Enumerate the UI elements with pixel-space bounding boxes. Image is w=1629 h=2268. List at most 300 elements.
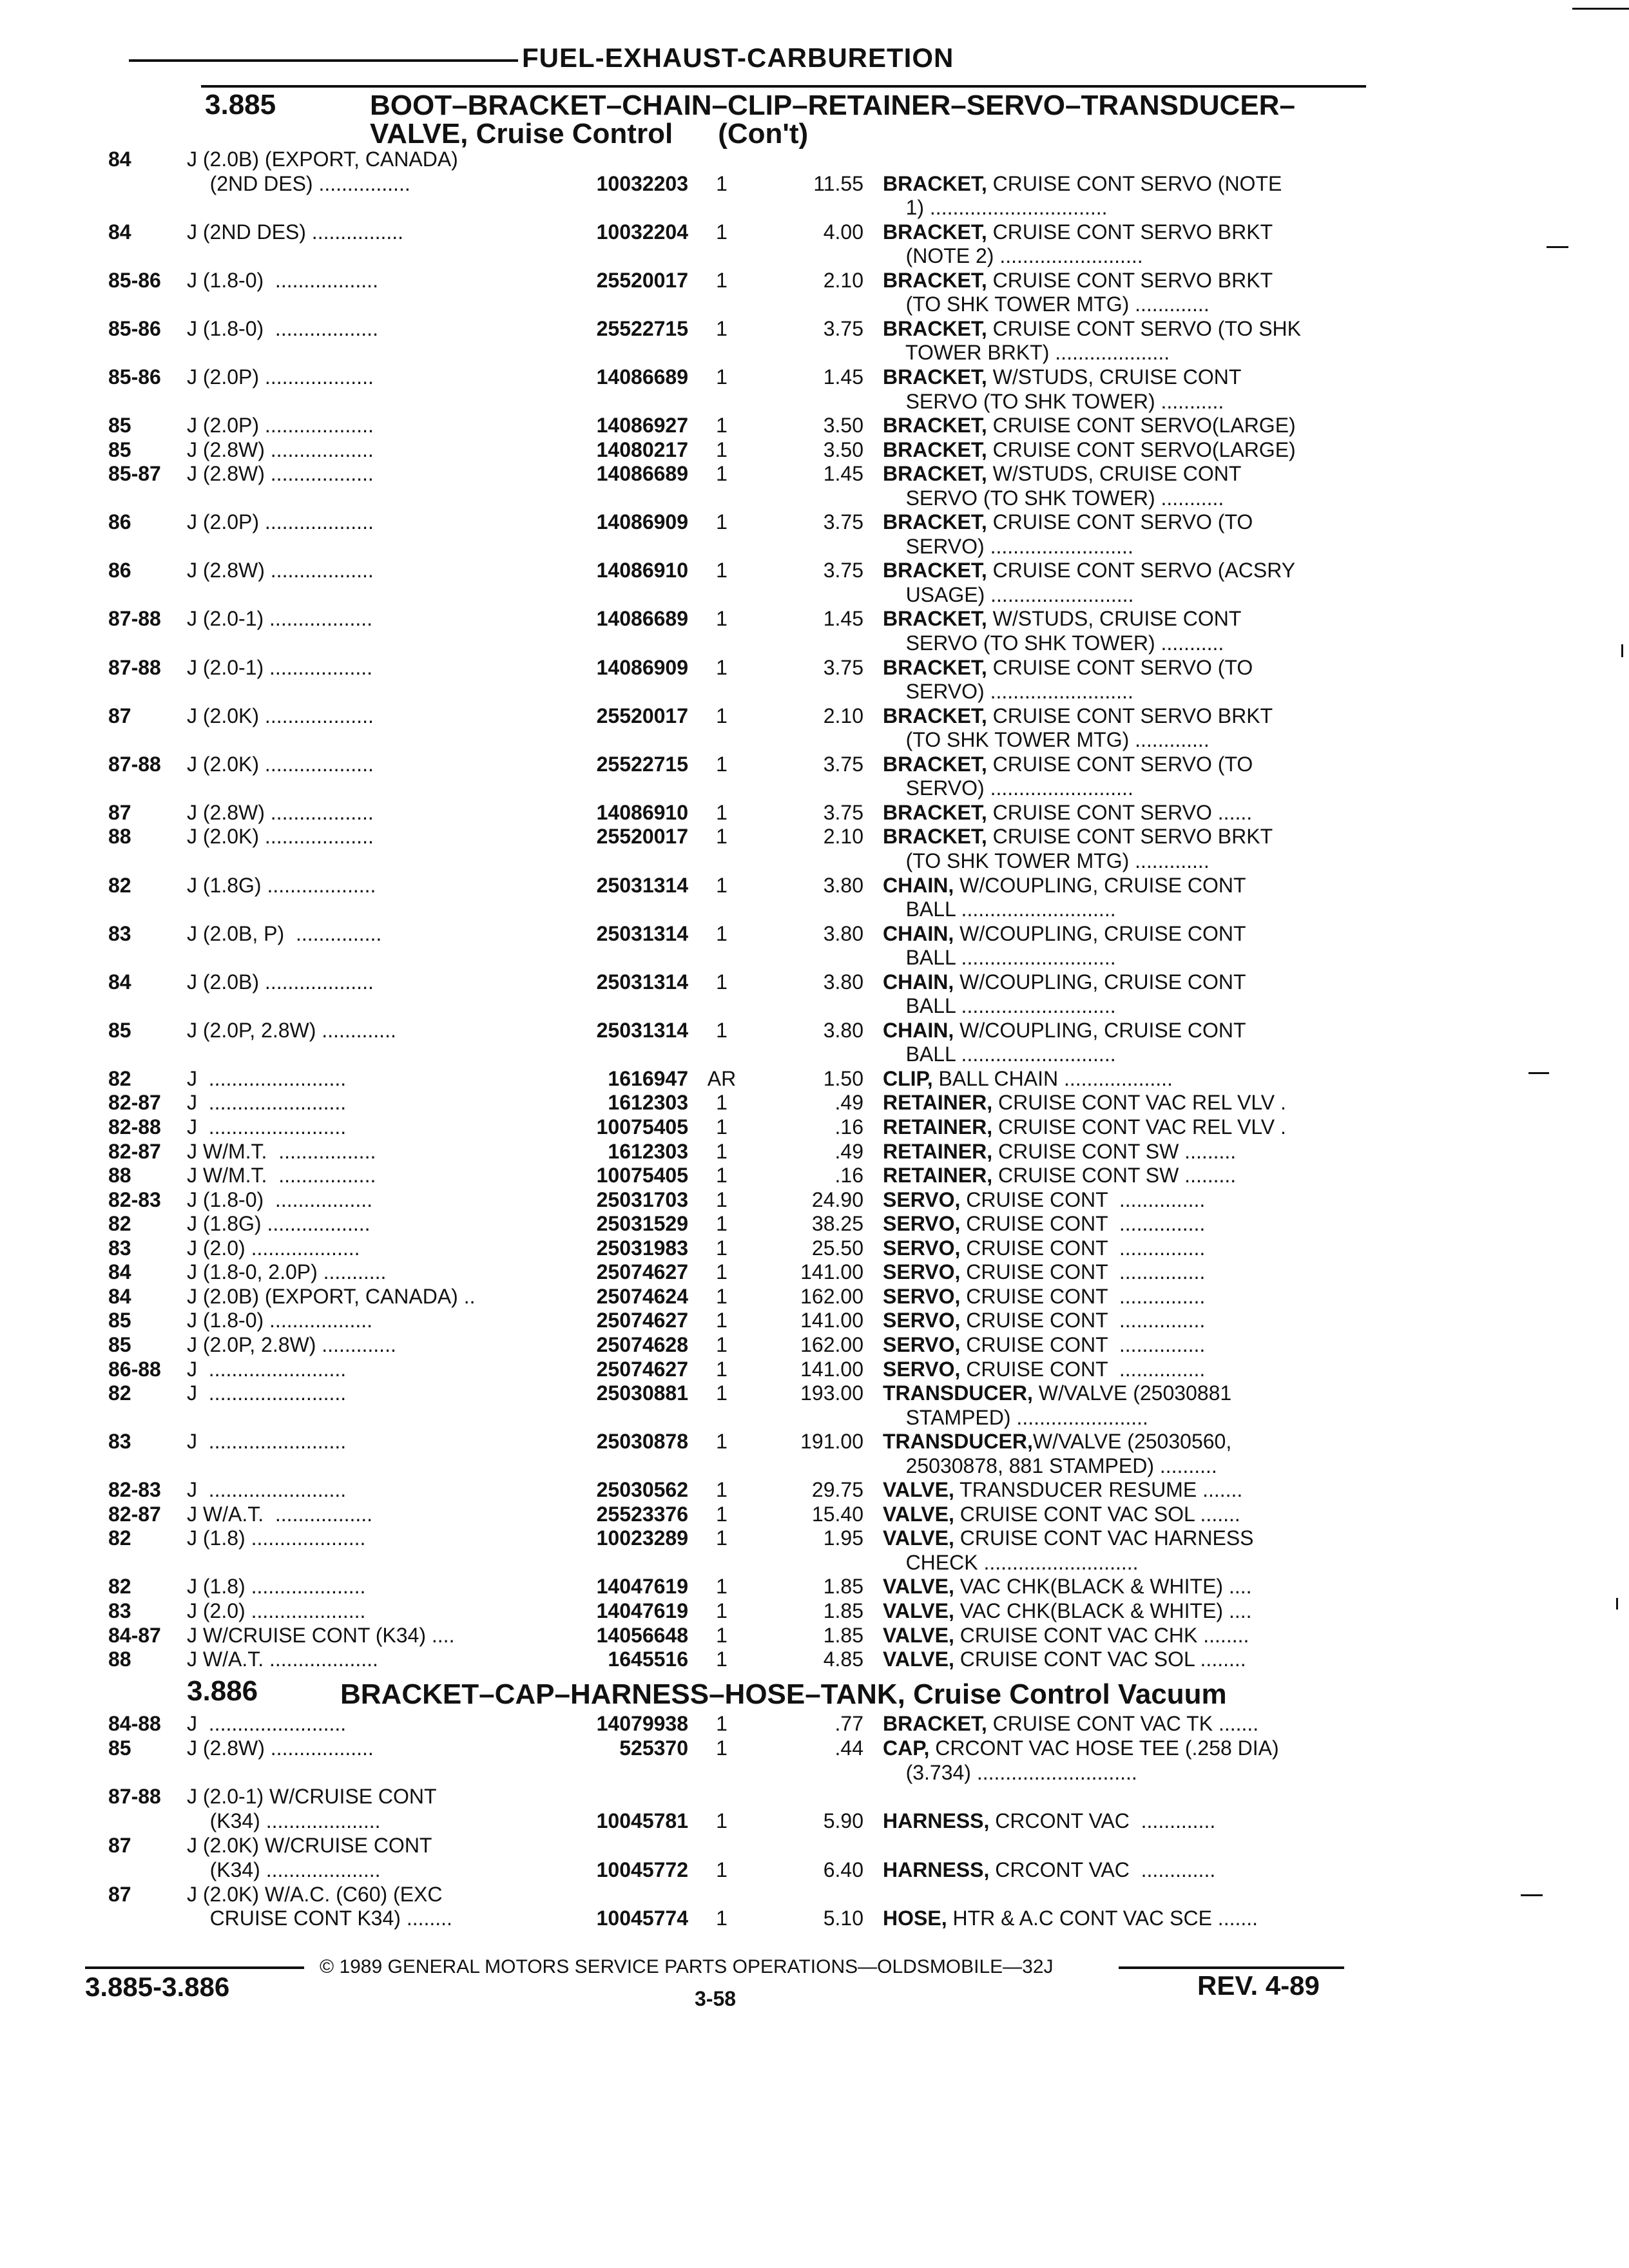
model-years: 82 xyxy=(108,1575,131,1599)
part-number: 10032204 xyxy=(596,220,688,244)
quantity: 1 xyxy=(716,365,728,389)
model-years: 85-86 xyxy=(108,365,161,389)
description-noun: SERVO, xyxy=(883,1357,961,1381)
price: 1.85 xyxy=(823,1575,863,1599)
table-row xyxy=(0,800,1629,826)
model-years: 84 xyxy=(108,1284,131,1308)
part-number: 525370 xyxy=(619,1736,688,1760)
quantity: 1 xyxy=(716,1502,728,1526)
model-years: 85-87 xyxy=(108,462,161,486)
description-text: CRUISE CONT VAC TK ....... xyxy=(987,1712,1259,1735)
description xyxy=(883,1163,1353,1187)
quantity: 1 xyxy=(716,1284,728,1308)
application: J (2.0P, 2.8W) ............. xyxy=(187,1332,396,1356)
quantity: 1 xyxy=(716,970,728,994)
description xyxy=(883,461,1353,486)
description-text: BALL ........................... xyxy=(883,1043,1116,1066)
application: J (2.0K) ................... xyxy=(187,825,374,849)
table-row xyxy=(0,1405,1629,1431)
quantity: 1 xyxy=(716,462,728,486)
description xyxy=(883,582,1353,607)
description-noun: HARNESS, xyxy=(883,1809,990,1833)
model-years: 82 xyxy=(108,1381,131,1405)
quantity: 1 xyxy=(716,1164,728,1187)
price: 3.75 xyxy=(823,655,863,679)
table-row xyxy=(0,1647,1629,1673)
application: J (2.8W) .................. xyxy=(187,1736,374,1760)
part-number: 14086910 xyxy=(596,800,688,824)
description-text: BALL ........................... xyxy=(883,898,1116,921)
margin-mark xyxy=(1547,246,1568,248)
quantity: 1 xyxy=(716,1091,728,1115)
description-text: CRUISE CONT ............... xyxy=(960,1212,1206,1236)
quantity: 1 xyxy=(716,1018,728,1042)
price: 191.00 xyxy=(800,1430,863,1454)
description-noun: TRANSDUCER, xyxy=(883,1430,1033,1454)
description-noun: SERVO, xyxy=(883,1284,961,1308)
description-text: STAMPED) ....................... xyxy=(883,1405,1148,1429)
model-years: 85 xyxy=(108,1332,131,1356)
table-row xyxy=(0,655,1629,681)
part-number: 25031703 xyxy=(596,1187,688,1211)
description xyxy=(883,1647,1353,1671)
model-years: 83 xyxy=(108,921,131,945)
section-title xyxy=(370,91,1295,148)
description-noun: CHAIN, xyxy=(883,970,954,994)
description xyxy=(883,268,1353,293)
description xyxy=(883,1042,1353,1066)
quantity: 1 xyxy=(716,1907,728,1930)
application: J (2.0K) W/A.C. (C60) (EXC xyxy=(187,1882,443,1906)
table-row xyxy=(0,1736,1629,1762)
description xyxy=(883,970,1353,994)
description xyxy=(883,1187,1353,1212)
price: 141.00 xyxy=(800,1260,863,1284)
quantity: 1 xyxy=(716,921,728,945)
description-noun: SERVO, xyxy=(883,1236,961,1260)
description-text: CRUISE CONT SERVO (ACSRY xyxy=(987,559,1296,582)
price: 2.10 xyxy=(823,704,863,727)
description-text: W/STUDS, CRUISE CONT xyxy=(987,607,1242,631)
description xyxy=(883,486,1353,510)
model-years: 82 xyxy=(108,1526,131,1550)
description-text: CRUISE CONT ............... xyxy=(960,1332,1206,1356)
table-row xyxy=(0,1357,1629,1383)
description-text: TOWER BRKT) .................... xyxy=(883,341,1170,365)
description xyxy=(883,704,1353,728)
table-row xyxy=(0,1066,1629,1092)
table-row xyxy=(0,292,1629,318)
description xyxy=(883,171,1353,196)
table-row xyxy=(0,1623,1629,1649)
quantity: 1 xyxy=(716,1712,728,1735)
quantity: 1 xyxy=(716,1332,728,1356)
table-row xyxy=(0,1711,1629,1737)
part-number: 25030878 xyxy=(596,1430,688,1454)
description-noun: BRACKET, xyxy=(883,800,987,824)
description-text: 1) ............................... xyxy=(883,196,1108,220)
application: J (2.0P, 2.8W) ............. xyxy=(187,1018,396,1042)
model-years: 87 xyxy=(108,1834,131,1857)
price: 3.75 xyxy=(823,800,863,824)
description xyxy=(883,244,1353,268)
model-years: 87 xyxy=(108,800,131,824)
table-row xyxy=(0,1018,1629,1044)
quantity: 1 xyxy=(716,1478,728,1502)
application: J ........................ xyxy=(187,1357,347,1381)
part-number: 14079938 xyxy=(596,1712,688,1735)
price: 5.90 xyxy=(823,1809,863,1833)
description-noun: BRACKET, xyxy=(883,559,987,582)
quantity: 1 xyxy=(716,1236,728,1260)
table-row xyxy=(0,1906,1629,1932)
table-row xyxy=(0,365,1629,390)
description-text: CRUISE CONT SERVO (NOTE xyxy=(987,171,1282,195)
part-number: 25031314 xyxy=(596,921,688,945)
description xyxy=(883,1623,1353,1648)
part-number: 25520017 xyxy=(596,268,688,292)
model-years: 87-88 xyxy=(108,1785,161,1809)
description-text: (TO SHK TOWER MTG) ............. xyxy=(883,728,1210,752)
table-row xyxy=(0,1115,1629,1140)
header-rule-bottom xyxy=(201,85,1366,88)
part-number: 14056648 xyxy=(596,1623,688,1647)
description-text: SERVO (TO SHK TOWER) ........... xyxy=(883,486,1224,510)
part-number: 25031983 xyxy=(596,1236,688,1260)
description-noun: BRACKET, xyxy=(883,704,987,727)
description-text: CRUISE CONT SERVO (TO xyxy=(987,752,1253,776)
description xyxy=(883,437,1353,462)
description xyxy=(883,1260,1353,1284)
description-noun: BRACKET, xyxy=(883,365,987,389)
margin-mark xyxy=(1621,644,1623,657)
description xyxy=(883,994,1353,1018)
description xyxy=(883,631,1353,655)
continued-label: (Con't) xyxy=(718,118,809,149)
model-years: 82 xyxy=(108,1212,131,1236)
table-row xyxy=(0,1211,1629,1237)
quantity: AR xyxy=(707,1066,737,1090)
price: .49 xyxy=(834,1091,863,1115)
quantity: 1 xyxy=(716,655,728,679)
application: J ........................ xyxy=(187,1091,347,1115)
description-noun: VALVE, xyxy=(883,1599,954,1622)
table-row xyxy=(0,1858,1629,1883)
application: J (2.0-1) W/CRUISE CONT xyxy=(187,1785,437,1809)
quantity: 1 xyxy=(716,1212,728,1236)
application: J ........................ xyxy=(187,1478,347,1502)
description xyxy=(883,558,1353,582)
section-title-line2 xyxy=(370,120,1295,148)
price: 5.10 xyxy=(823,1907,863,1930)
description xyxy=(883,1284,1353,1309)
model-years: 85 xyxy=(108,414,131,437)
description xyxy=(883,1115,1353,1139)
description-noun: BRACKET, xyxy=(883,510,987,534)
description xyxy=(883,1574,1353,1599)
description-text: CRUISE CONT SERVO BRKT xyxy=(987,268,1273,292)
table-row xyxy=(0,776,1629,802)
part-number: 25074627 xyxy=(596,1309,688,1332)
model-years: 82 xyxy=(108,873,131,897)
description xyxy=(883,1454,1353,1478)
price: 3.80 xyxy=(823,873,863,897)
application: J ........................ xyxy=(187,1381,347,1405)
model-years: 84 xyxy=(108,970,131,994)
model-years: 85 xyxy=(108,437,131,461)
application: J (1.8) .................... xyxy=(187,1526,366,1550)
application: J (2.0B) (EXPORT, CANADA) .. xyxy=(187,1284,476,1308)
application: J ........................ xyxy=(187,1066,347,1090)
description-text: CRUISE CONT SERVO (TO xyxy=(987,510,1253,534)
application: J W/M.T. ................. xyxy=(187,1139,376,1163)
description-text: (TO SHK TOWER MTG) ............. xyxy=(883,293,1210,316)
price: 1.85 xyxy=(823,1623,863,1647)
table-row xyxy=(0,1284,1629,1310)
description-text: HTR & A.C CONT VAC SCE ....... xyxy=(947,1907,1258,1930)
description-text: CRUISE CONT ............... xyxy=(960,1357,1206,1381)
model-years: 83 xyxy=(108,1599,131,1622)
description-noun: BRACKET, xyxy=(883,655,987,679)
model-years: 82-83 xyxy=(108,1187,161,1211)
part-number: 25030562 xyxy=(596,1478,688,1502)
description-noun: BRACKET, xyxy=(883,462,987,486)
application: J (2.0-1) .................. xyxy=(187,655,373,679)
model-years: 82-83 xyxy=(108,1478,161,1502)
description xyxy=(883,945,1353,970)
application: J (2.0) ................... xyxy=(187,1236,360,1260)
description-noun: BRACKET, xyxy=(883,437,987,461)
quantity: 1 xyxy=(716,1599,728,1622)
description-text: BALL CHAIN ................... xyxy=(932,1066,1173,1090)
table-row xyxy=(0,897,1629,923)
price: 141.00 xyxy=(800,1309,863,1332)
table-row xyxy=(0,631,1629,657)
table-row xyxy=(0,1784,1629,1810)
table-row xyxy=(0,1042,1629,1068)
description-noun: SERVO, xyxy=(883,1309,961,1332)
application: J (2.0B) (EXPORT, CANADA) xyxy=(187,148,458,171)
description xyxy=(883,1018,1353,1043)
description xyxy=(883,897,1353,921)
footer-rule-right xyxy=(1119,1966,1344,1969)
description xyxy=(883,606,1353,631)
description-text: SERVO (TO SHK TOWER) ........... xyxy=(883,389,1224,413)
table-row xyxy=(0,1574,1629,1600)
table-row xyxy=(0,1090,1629,1116)
price: 15.40 xyxy=(811,1502,863,1526)
table-row xyxy=(0,316,1629,342)
model-years: 86-88 xyxy=(108,1357,161,1381)
description xyxy=(883,1405,1353,1430)
section-number: 3.885 xyxy=(205,89,276,120)
description-text: CRUISE CONT VAC REL VLV . xyxy=(992,1091,1286,1115)
description-text: CRUISE CONT SW ......... xyxy=(992,1164,1237,1187)
quantity: 1 xyxy=(716,873,728,897)
table-row xyxy=(0,1308,1629,1334)
quantity: 1 xyxy=(716,752,728,776)
footer-rule-left xyxy=(85,1966,304,1969)
table-row xyxy=(0,1163,1629,1189)
description xyxy=(883,1357,1353,1381)
application: J (2.8W) .................. xyxy=(187,800,374,824)
quantity: 1 xyxy=(716,1648,728,1671)
table-row xyxy=(0,437,1629,463)
quantity: 1 xyxy=(716,268,728,292)
model-years: 84 xyxy=(108,220,131,244)
description-text: CRUISE CONT ............... xyxy=(960,1187,1206,1211)
part-number: 25074627 xyxy=(596,1260,688,1284)
model-years: 83 xyxy=(108,1430,131,1454)
price: 141.00 xyxy=(800,1357,863,1381)
description xyxy=(883,1236,1353,1260)
price: .16 xyxy=(834,1164,863,1187)
quantity: 1 xyxy=(716,414,728,437)
price: 29.75 xyxy=(811,1478,863,1502)
application: J (2.8W) .................. xyxy=(187,559,374,582)
table-row xyxy=(0,873,1629,899)
description-text: USAGE) ......................... xyxy=(883,582,1134,606)
quantity: 1 xyxy=(716,559,728,582)
revision-label: REV. 4-89 xyxy=(1197,1970,1320,2001)
application: (K34) .................... xyxy=(187,1858,381,1881)
table-row xyxy=(0,389,1629,415)
description xyxy=(883,1858,1353,1882)
description-text: CRUISE CONT ............... xyxy=(960,1309,1206,1332)
price: 1.45 xyxy=(823,462,863,486)
description-text: (NOTE 2) ......................... xyxy=(883,244,1143,268)
description-noun: BRACKET, xyxy=(883,220,987,244)
description xyxy=(883,340,1353,365)
application: J (1.8-0) ................. xyxy=(187,1187,373,1211)
description-text: CRUISE CONT SERVO BRKT xyxy=(987,704,1273,727)
copyright-notice: © 1989 GENERAL MOTORS SERVICE PARTS OPERATIONS—OLDSMOBILE—32J xyxy=(320,1956,1054,1977)
description xyxy=(883,1599,1353,1623)
description xyxy=(883,1760,1353,1785)
quantity: 1 xyxy=(716,607,728,631)
model-years: 85-86 xyxy=(108,316,161,340)
description-text: CRUISE CONT VAC SOL ....... xyxy=(954,1502,1240,1526)
part-number: 14086689 xyxy=(596,607,688,631)
application: J (1.8) .................... xyxy=(187,1575,366,1599)
description-noun: CAP, xyxy=(883,1736,930,1760)
table-row xyxy=(0,1833,1629,1859)
model-years: 88 xyxy=(108,825,131,849)
description-noun: HARNESS, xyxy=(883,1858,990,1881)
application: J (2.0K) ................... xyxy=(187,752,374,776)
part-number: 14086909 xyxy=(596,510,688,534)
price: 6.40 xyxy=(823,1858,863,1881)
price: .49 xyxy=(834,1139,863,1163)
application: J W/M.T. ................. xyxy=(187,1164,376,1187)
price: 162.00 xyxy=(800,1332,863,1356)
table-row xyxy=(0,413,1629,439)
description-text: W/COUPLING, CRUISE CONT xyxy=(954,1018,1246,1042)
description xyxy=(883,1477,1353,1502)
description xyxy=(883,292,1353,316)
description xyxy=(883,1066,1353,1091)
model-years: 85-86 xyxy=(108,268,161,292)
table-row xyxy=(0,1236,1629,1262)
description-noun: VALVE, xyxy=(883,1478,954,1502)
table-row xyxy=(0,1809,1629,1834)
description-text: CRUISE CONT ............... xyxy=(960,1236,1206,1260)
table-row xyxy=(0,558,1629,584)
section-title-line1: BOOT–BRACKET–CHAIN–CLIP–RETAINER–SERVO–TRANSDUCER– xyxy=(370,90,1295,121)
quantity: 1 xyxy=(716,800,728,824)
price: 3.80 xyxy=(823,970,863,994)
quantity: 1 xyxy=(716,825,728,849)
description-text: CRCONT VAC ............. xyxy=(989,1809,1216,1833)
description-noun: HOSE, xyxy=(883,1907,947,1930)
description-noun: RETAINER, xyxy=(883,1115,993,1139)
table-row xyxy=(0,1429,1629,1455)
description-text: VAC CHK(BLACK & WHITE) .... xyxy=(954,1599,1252,1622)
table-row xyxy=(0,752,1629,778)
description-noun: RETAINER, xyxy=(883,1091,993,1115)
table-row xyxy=(0,1882,1629,1908)
application: J ........................ xyxy=(187,1430,347,1454)
description xyxy=(883,1211,1353,1236)
part-number: 25031314 xyxy=(596,1018,688,1042)
application: J ........................ xyxy=(187,1712,347,1735)
description-text: SERVO) ......................... xyxy=(883,680,1133,704)
model-years: 82-87 xyxy=(108,1139,161,1163)
table-row xyxy=(0,340,1629,366)
table-row xyxy=(0,945,1629,971)
description-noun: BRACKET, xyxy=(883,268,987,292)
model-years: 85 xyxy=(108,1018,131,1042)
price: 3.50 xyxy=(823,414,863,437)
part-number: 25520017 xyxy=(596,825,688,849)
price: 3.80 xyxy=(823,921,863,945)
table-row xyxy=(0,582,1629,608)
table-row xyxy=(0,1477,1629,1503)
description-noun: SERVO, xyxy=(883,1187,961,1211)
description xyxy=(883,1139,1353,1164)
model-years: 82-88 xyxy=(108,1115,161,1139)
model-years: 87-88 xyxy=(108,655,161,679)
description xyxy=(883,752,1353,776)
table-row xyxy=(0,679,1629,705)
description-text: 25030878, 881 STAMPED) .......... xyxy=(883,1454,1217,1477)
table-row xyxy=(0,147,1629,173)
application: J (2.0P) ................... xyxy=(187,510,374,534)
quantity: 1 xyxy=(716,1430,728,1454)
model-years: 87-88 xyxy=(108,752,161,776)
quantity: 1 xyxy=(716,1526,728,1550)
description-noun: BRACKET, xyxy=(883,171,987,195)
description xyxy=(883,1502,1353,1526)
quantity: 1 xyxy=(716,1381,728,1405)
application: (K34) .................... xyxy=(187,1809,381,1833)
description xyxy=(883,776,1353,800)
header-rule xyxy=(129,59,518,62)
description-text: (TO SHK TOWER MTG) ............. xyxy=(883,849,1210,872)
table-row xyxy=(0,171,1629,197)
description-noun: BRACKET, xyxy=(883,825,987,849)
price: 3.75 xyxy=(823,510,863,534)
price: 11.55 xyxy=(813,171,863,195)
description-noun: BRACKET, xyxy=(883,316,987,340)
quantity: 1 xyxy=(716,1309,728,1332)
quantity: 1 xyxy=(716,1260,728,1284)
table-row xyxy=(0,486,1629,512)
model-years: 85 xyxy=(108,1736,131,1760)
part-number: 10045774 xyxy=(596,1907,688,1930)
description-text: CRUISE CONT ............... xyxy=(960,1284,1206,1308)
description-text: W/COUPLING, CRUISE CONT xyxy=(954,873,1246,897)
